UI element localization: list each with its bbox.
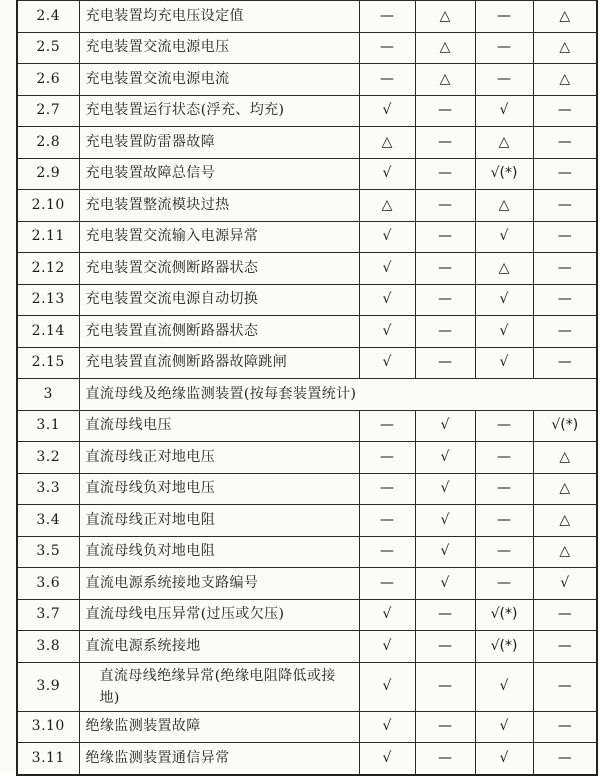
mark-cell: — — [475, 1, 533, 33]
item-name: 直流母线电压 — [79, 410, 359, 442]
mark-cell: — — [475, 64, 533, 96]
mark-cell: — — [475, 536, 533, 568]
mark-cell: — — [415, 284, 475, 316]
mark-cell: — — [415, 253, 475, 285]
mark-cell: — — [359, 442, 415, 474]
mark-cell: √ — [415, 505, 475, 537]
mark-cell: — — [533, 316, 597, 348]
item-number: 2.10 — [17, 190, 79, 222]
mark-cell: △ — [533, 442, 597, 474]
item-name: 绝缘监测装置故障 — [79, 711, 359, 743]
mark-cell: √ — [359, 347, 415, 379]
item-number: 3.7 — [17, 599, 79, 631]
mark-cell: — — [533, 158, 597, 190]
table-row — [17, 568, 597, 600]
item-name: 充电装置交流输入电源异常 — [79, 221, 359, 253]
mark-cell: △ — [415, 64, 475, 96]
mark-cell: △ — [533, 1, 597, 33]
table-row — [17, 711, 597, 743]
item-number: 3.4 — [17, 505, 79, 537]
mark-cell: △ — [533, 64, 597, 96]
mark-cell: — — [415, 631, 475, 663]
mark-cell: — — [533, 127, 597, 159]
mark-cell: √ — [415, 536, 475, 568]
mark-cell: — — [415, 316, 475, 348]
mark-cell: — — [415, 158, 475, 190]
mark-cell: — — [533, 631, 597, 663]
item-number: 3.5 — [17, 536, 79, 568]
table-row — [17, 1, 597, 33]
mark-cell: √ — [359, 221, 415, 253]
item-number: 2.14 — [17, 316, 79, 348]
table-row — [17, 536, 597, 568]
mark-cell: — — [533, 253, 597, 285]
item-number: 3.1 — [17, 410, 79, 442]
table-row — [17, 631, 597, 663]
mark-cell: √ — [359, 95, 415, 127]
mark-cell: — — [533, 711, 597, 743]
mark-cell: √ — [475, 316, 533, 348]
mark-cell: △ — [475, 190, 533, 222]
table-row — [17, 190, 597, 222]
item-name: 直流电源系统接地 — [79, 631, 359, 663]
mark-cell: — — [415, 190, 475, 222]
mark-cell: √ — [359, 284, 415, 316]
mark-cell: √ — [359, 599, 415, 631]
mark-cell: △ — [475, 253, 533, 285]
mark-cell: △ — [359, 190, 415, 222]
table-row — [17, 158, 597, 190]
item-number: 2.15 — [17, 347, 79, 379]
mark-cell: △ — [475, 127, 533, 159]
mark-cell: — — [359, 536, 415, 568]
mark-cell: √ — [475, 662, 533, 711]
mark-cell: — — [533, 347, 597, 379]
mark-cell: — — [533, 95, 597, 127]
table-row — [17, 599, 597, 631]
mark-cell: △ — [533, 32, 597, 64]
mark-cell: — — [475, 505, 533, 537]
mark-cell: △ — [415, 32, 475, 64]
mark-cell: √ — [359, 253, 415, 285]
item-number: 3.2 — [17, 442, 79, 474]
mark-cell: — — [359, 64, 415, 96]
item-number: 2.5 — [17, 32, 79, 64]
item-number: 3.11 — [17, 743, 79, 775]
table-row — [17, 127, 597, 159]
mark-cell: √ — [415, 410, 475, 442]
mark-cell: — — [359, 505, 415, 537]
mark-cell: √(*) — [533, 410, 597, 442]
mark-cell: √ — [359, 316, 415, 348]
item-number: 2.13 — [17, 284, 79, 316]
table-row — [17, 662, 597, 711]
table-row — [17, 442, 597, 474]
mark-cell: — — [475, 410, 533, 442]
mark-cell: √ — [359, 158, 415, 190]
mark-cell: — — [415, 127, 475, 159]
mark-cell: √ — [475, 284, 533, 316]
mark-cell: — — [359, 32, 415, 64]
item-name: 充电装置运行状态(浮充、均充) — [79, 95, 359, 127]
section-title: 直流母线及绝缘监测装置(按每套装置统计) — [79, 379, 597, 411]
mark-cell: √ — [415, 568, 475, 600]
mark-cell: — — [415, 711, 475, 743]
mark-cell: △ — [415, 1, 475, 33]
item-name: 直流电源系统接地支路编号 — [79, 568, 359, 600]
item-number: 3 — [17, 379, 79, 411]
item-number: 2.11 — [17, 221, 79, 253]
mark-cell: — — [475, 568, 533, 600]
mark-cell: — — [533, 662, 597, 711]
mark-cell: — — [415, 95, 475, 127]
mark-cell: √ — [475, 347, 533, 379]
table-row — [17, 32, 597, 64]
mark-cell: √(*) — [475, 631, 533, 663]
mark-cell: — — [359, 473, 415, 505]
mark-cell: — — [415, 662, 475, 711]
table-row — [17, 473, 597, 505]
mark-cell: √ — [359, 662, 415, 711]
item-name: 充电装置整流模块过热 — [79, 190, 359, 222]
item-name: 充电装置交流电源电压 — [79, 32, 359, 64]
mark-cell: — — [415, 743, 475, 775]
table-row — [17, 743, 597, 775]
item-number: 2.7 — [17, 95, 79, 127]
mark-cell: — — [475, 32, 533, 64]
mark-cell: √(*) — [475, 599, 533, 631]
mark-cell: — — [415, 599, 475, 631]
item-name: 充电装置直流侧断路器状态 — [79, 316, 359, 348]
item-number: 2.6 — [17, 64, 79, 96]
mark-cell: — — [533, 221, 597, 253]
item-name: 充电装置均充电压设定值 — [79, 1, 359, 33]
item-name: 充电装置交流电源自动切换 — [79, 284, 359, 316]
item-name: 直流母线正对地电压 — [79, 442, 359, 474]
mark-cell: — — [415, 347, 475, 379]
item-name: 直流母线负对地电压 — [79, 473, 359, 505]
signal-spec-table — [16, 0, 598, 776]
mark-cell: — — [533, 599, 597, 631]
item-number: 2.9 — [17, 158, 79, 190]
table-row — [17, 505, 597, 537]
mark-cell: — — [359, 410, 415, 442]
item-number: 2.12 — [17, 253, 79, 285]
table-row — [17, 316, 597, 348]
item-name: 充电装置故障总信号 — [79, 158, 359, 190]
item-number: 2.4 — [17, 1, 79, 33]
mark-cell: — — [415, 221, 475, 253]
mark-cell: △ — [533, 473, 597, 505]
item-name: 充电装置防雷器故障 — [79, 127, 359, 159]
mark-cell: √ — [415, 473, 475, 505]
table-row — [17, 95, 597, 127]
mark-cell: √ — [359, 711, 415, 743]
item-name: 直流母线绝缘异常(绝缘电阻降低或接地) — [79, 662, 359, 711]
table-row — [17, 347, 597, 379]
item-name: 直流母线电压异常(过压或欠压) — [79, 599, 359, 631]
mark-cell: √ — [359, 743, 415, 775]
mark-cell: — — [533, 743, 597, 775]
mark-cell: — — [475, 442, 533, 474]
mark-cell: △ — [359, 127, 415, 159]
mark-cell: — — [533, 190, 597, 222]
item-number: 3.9 — [17, 662, 79, 711]
item-name: 充电装置交流侧断路器状态 — [79, 253, 359, 285]
item-name: 绝缘监测装置通信异常 — [79, 743, 359, 775]
mark-cell: √ — [475, 95, 533, 127]
table-row — [17, 284, 597, 316]
table-body — [17, 1, 597, 775]
mark-cell: √ — [475, 743, 533, 775]
item-name: 直流母线正对地电阻 — [79, 505, 359, 537]
mark-cell: — — [359, 568, 415, 600]
table-row — [17, 410, 597, 442]
item-number: 3.3 — [17, 473, 79, 505]
mark-cell: √ — [533, 568, 597, 600]
table-row — [17, 253, 597, 285]
mark-cell: △ — [533, 536, 597, 568]
mark-cell: √ — [475, 221, 533, 253]
mark-cell: — — [533, 284, 597, 316]
mark-cell: △ — [533, 505, 597, 537]
item-number: 3.6 — [17, 568, 79, 600]
item-number: 3.8 — [17, 631, 79, 663]
mark-cell: √ — [415, 442, 475, 474]
table-row — [17, 221, 597, 253]
mark-cell: √(*) — [475, 158, 533, 190]
table-section-row — [17, 379, 597, 411]
item-name: 充电装置交流电源电流 — [79, 64, 359, 96]
table-row — [17, 64, 597, 96]
item-number: 2.8 — [17, 127, 79, 159]
mark-cell: — — [475, 473, 533, 505]
item-name: 直流母线负对地电阻 — [79, 536, 359, 568]
mark-cell: √ — [475, 711, 533, 743]
item-number: 3.10 — [17, 711, 79, 743]
item-name: 充电装置直流侧断路器故障跳闸 — [79, 347, 359, 379]
mark-cell: √ — [359, 631, 415, 663]
mark-cell: — — [359, 1, 415, 33]
